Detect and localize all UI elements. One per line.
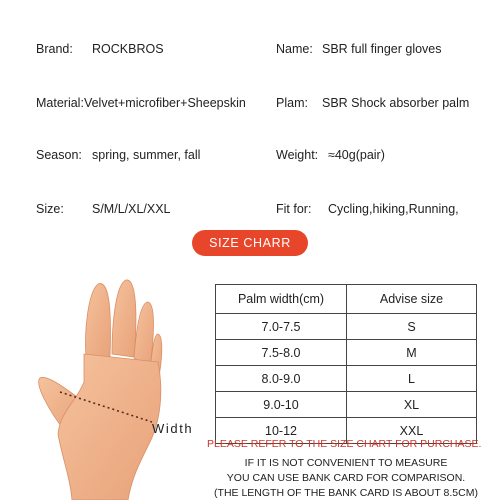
- header-palm-width: Palm width(cm): [216, 285, 347, 314]
- spec-value: S/M/L/XL/XXL: [92, 202, 171, 216]
- spec-label: Brand:: [36, 42, 73, 56]
- advise-size-cell: XXL: [347, 418, 477, 444]
- spec-fit-for: [276, 202, 459, 216]
- palm-width-cell: 8.0-9.0: [216, 366, 347, 392]
- table-row: [216, 340, 477, 366]
- spec-label: Fit for:: [276, 202, 312, 216]
- spec-label: Plam:: [276, 96, 308, 110]
- table-row: [216, 314, 477, 340]
- hand-illustration: [0, 262, 210, 500]
- width-label: Width: [152, 421, 194, 436]
- spec-label: Season:: [36, 148, 82, 162]
- palm-width-cell: 9.0-10: [216, 392, 347, 418]
- note-line-1: IF IT IS NOT CONVENIENT TO MEASURE: [244, 457, 448, 469]
- palm-width-cell: 7.0-7.5: [216, 314, 347, 340]
- advise-size-cell: XL: [347, 392, 477, 418]
- table-row: [216, 366, 477, 392]
- spec-name: [276, 42, 442, 56]
- spec-label: Name:: [276, 42, 313, 56]
- header-advise-size: Advise size: [347, 285, 477, 314]
- spec-value: spring, summer, fall: [92, 148, 201, 162]
- advise-size-cell: L: [347, 366, 477, 392]
- spec-value: Velvet+microfiber+Sheepskin: [83, 96, 246, 110]
- spec-brand: [36, 42, 164, 56]
- advise-size-cell: M: [347, 340, 477, 366]
- size-table: [215, 284, 477, 444]
- spec-value: ≈40g(pair): [328, 148, 385, 162]
- table-header-row: [216, 285, 477, 314]
- spec-label: Size:: [36, 202, 64, 216]
- spec-weight: [276, 148, 385, 162]
- spec-value: Cycling,hiking,Running,: [328, 202, 459, 216]
- spec-value: SBR Shock absorber palm: [322, 96, 470, 110]
- spec-season: [36, 148, 200, 162]
- advise-size-cell: S: [347, 314, 477, 340]
- spec-size: [36, 202, 171, 216]
- spec-material: [36, 96, 246, 110]
- spec-value: ROCKBROS: [92, 42, 164, 56]
- spec-value: SBR full finger gloves: [322, 42, 442, 56]
- spec-palm: [276, 96, 469, 110]
- size-chart-warning: PLEASE REFER TO THE SIZE CHART FOR PURCHASE.: [207, 438, 482, 450]
- spec-label: Material:: [36, 96, 84, 110]
- table-row: [216, 392, 477, 418]
- palm-width-cell: 7.5-8.0: [216, 340, 347, 366]
- palm-width-cell: 10-12: [216, 418, 347, 444]
- spec-label: Weight:: [276, 148, 319, 162]
- note-line-3: (THE LENGTH OF THE BANK CARD IS ABOUT 8.5CM): [214, 487, 478, 499]
- hand-shape: [39, 280, 162, 500]
- note-line-2: YOU CAN USE BANK CARD FOR COMPARISON.: [226, 472, 466, 484]
- size-chart-badge: SIZE CHARR: [192, 230, 308, 256]
